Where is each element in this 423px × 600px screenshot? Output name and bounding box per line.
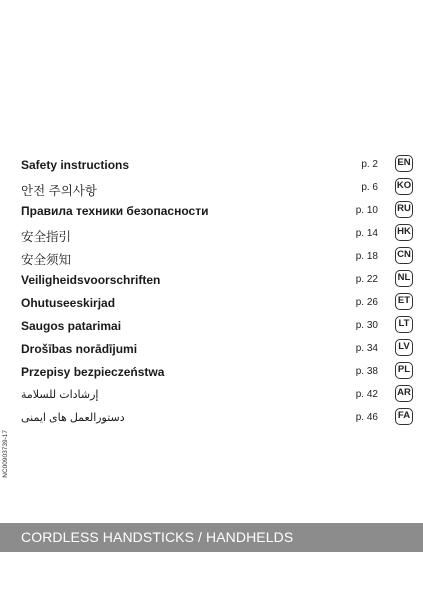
language-badge: ET xyxy=(395,293,413,310)
toc-title: Drošības norādījumi xyxy=(21,342,138,356)
document-code: NC00903739-17 xyxy=(2,430,9,478)
toc-item-ar xyxy=(0,385,423,407)
toc-page: p. 18 xyxy=(355,251,378,262)
language-badge: LT xyxy=(395,316,413,333)
toc-item-en xyxy=(0,155,423,177)
language-badge: KO xyxy=(395,178,413,195)
language-badge: NL xyxy=(395,270,413,287)
language-badge: PL xyxy=(395,362,413,379)
toc-title: Przepisy bezpieczeństwa xyxy=(21,365,165,379)
toc-page: p. 42 xyxy=(355,389,378,400)
toc-title: 安全指引 xyxy=(21,230,72,244)
language-badge: AR xyxy=(395,385,413,402)
toc-item-pl xyxy=(0,362,423,384)
toc-title: Ohutuseeskirjad xyxy=(21,296,116,310)
toc-item-lv xyxy=(0,339,423,361)
language-badge: EN xyxy=(395,155,413,172)
toc-page: p. 2 xyxy=(361,159,378,170)
language-badge: LV xyxy=(395,339,413,356)
toc-title: 安全须知 xyxy=(21,253,72,267)
toc-item-hk xyxy=(0,224,423,246)
toc-page: p. 26 xyxy=(355,297,378,308)
toc-title: إرشادات للسلامة xyxy=(21,389,99,401)
toc-title: Saugos patarimai xyxy=(21,319,122,333)
product-category-title: CORDLESS HANDSTICKS / HANDHELDS xyxy=(21,529,294,545)
language-badge: FA xyxy=(395,408,413,425)
toc-item-ru xyxy=(0,201,423,223)
toc-title: 안전 주의사항 xyxy=(21,184,97,198)
toc-page: p. 46 xyxy=(355,412,378,423)
toc-page: p. 34 xyxy=(355,343,378,354)
language-badge: CN xyxy=(395,247,413,264)
toc-page: p. 10 xyxy=(355,205,378,216)
toc-page: p. 30 xyxy=(355,320,378,331)
toc-title: Safety instructions xyxy=(21,158,130,172)
toc-title: Правила техники безопасности xyxy=(21,204,209,218)
toc-page: p. 22 xyxy=(355,274,378,285)
language-badge: HK xyxy=(395,224,413,241)
toc-title: Veiligheidsvoorschriften xyxy=(21,273,161,287)
toc-title: دستورالعمل های ایمنی xyxy=(21,412,125,424)
toc-item-nl xyxy=(0,270,423,292)
toc-page: p. 38 xyxy=(355,366,378,377)
toc-item-ko xyxy=(0,178,423,200)
toc-page: p. 14 xyxy=(355,228,378,239)
toc-item-cn xyxy=(0,247,423,269)
toc-item-lt xyxy=(0,316,423,338)
toc-item-fa xyxy=(0,408,423,430)
toc-item-et xyxy=(0,293,423,315)
language-badge: RU xyxy=(395,201,413,218)
footer-banner xyxy=(0,523,423,552)
toc-page: p. 6 xyxy=(361,182,378,193)
